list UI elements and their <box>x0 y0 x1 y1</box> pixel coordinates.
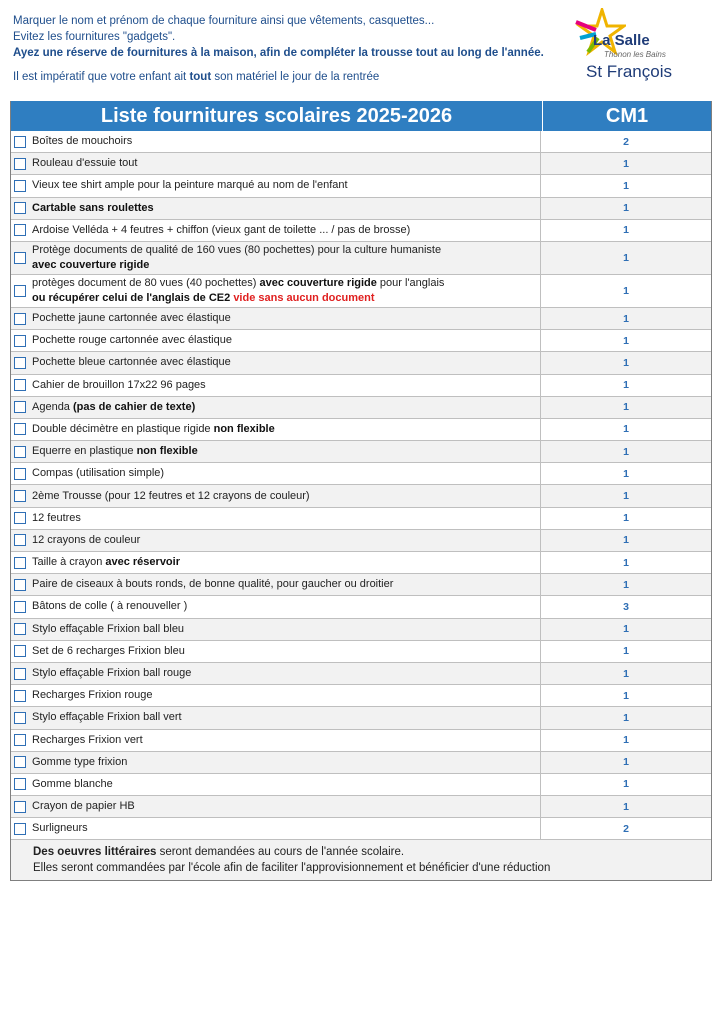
item-label-line <box>32 622 540 637</box>
item-label-line <box>32 311 540 326</box>
item-text: Gomme type frixion <box>32 755 128 768</box>
item-quantity: 1 <box>623 179 629 192</box>
supplies-list <box>11 131 711 840</box>
item-quantity: 1 <box>623 578 629 591</box>
item-label-line <box>32 378 540 393</box>
item-label-line <box>32 777 540 792</box>
item-text: Compas (utilisation simple) <box>32 467 165 480</box>
item-text: Bâtons de colle ( à renouveller ) <box>32 600 188 613</box>
item-text: Set de 6 recharges Frixion bleu <box>32 644 185 657</box>
checkbox[interactable] <box>14 357 26 369</box>
instruction-line: Il est impératif que votre enfant ait tout son matériel le jour de la rentrée <box>13 71 380 83</box>
table-row <box>11 220 711 242</box>
item-quantity: 3 <box>623 600 629 613</box>
item-label <box>32 574 541 595</box>
table-row <box>11 352 711 374</box>
checkbox[interactable] <box>14 623 26 635</box>
item-label-line <box>32 243 540 258</box>
checkbox[interactable] <box>14 202 26 214</box>
item-label <box>32 198 541 219</box>
item-label-line <box>32 276 540 291</box>
item-quantity: 1 <box>623 689 629 702</box>
supplies-table <box>10 101 712 881</box>
item-text: Cartable sans roulettes <box>32 201 154 214</box>
checkbox[interactable] <box>14 446 26 458</box>
item-text: Paire de ciseaux à bouts ronds, de bonne qualité, pour gaucher ou droitier <box>32 578 394 591</box>
item-label-line <box>32 666 540 681</box>
table-row <box>11 441 711 463</box>
item-text: Recharges Frixion vert <box>32 733 143 746</box>
checkbox[interactable] <box>14 579 26 591</box>
item-label-line <box>32 422 540 437</box>
checkbox[interactable] <box>14 690 26 702</box>
instruction-line: Marquer le nom et prénom de chaque fourniture ainsi que vêtements, casquettes... <box>13 15 435 27</box>
item-label <box>32 441 541 462</box>
item-text: Pochette jaune cartonnée avec élastique <box>32 312 231 325</box>
item-label-line <box>32 577 540 592</box>
checkbox[interactable] <box>14 468 26 480</box>
item-label-line <box>32 489 540 504</box>
checkbox[interactable] <box>14 512 26 524</box>
item-text: Agenda <box>32 400 73 413</box>
item-label-line <box>32 201 540 216</box>
item-label <box>32 619 541 640</box>
checkbox[interactable] <box>14 285 26 297</box>
checkbox[interactable] <box>14 756 26 768</box>
item-label <box>32 530 541 551</box>
item-label <box>32 774 541 795</box>
item-label-line <box>32 799 540 814</box>
item-text: Taille à crayon <box>32 556 106 569</box>
table-row <box>11 641 711 663</box>
checkbox[interactable] <box>14 335 26 347</box>
checkbox[interactable] <box>14 379 26 391</box>
item-quantity: 1 <box>623 334 629 347</box>
item-label <box>32 796 541 817</box>
checkbox[interactable] <box>14 158 26 170</box>
table-row <box>11 242 711 275</box>
item-text: Gomme blanche <box>32 777 113 790</box>
checkbox[interactable] <box>14 645 26 657</box>
item-quantity: 2 <box>623 135 629 148</box>
item-text: Boîtes de mouchoirs <box>32 135 133 148</box>
table-title: Liste fournitures scolaires 2025-2026 <box>11 101 543 131</box>
item-quantity: 1 <box>623 202 629 215</box>
item-label-line <box>32 688 540 703</box>
table-row <box>11 508 711 530</box>
table-header <box>11 101 711 131</box>
item-label-line <box>32 821 540 836</box>
item-text: avec couverture rigide <box>32 258 150 271</box>
item-quantity: 1 <box>623 379 629 392</box>
checkbox[interactable] <box>14 668 26 680</box>
item-label <box>32 485 541 506</box>
item-label <box>32 463 541 484</box>
item-label-line <box>32 355 540 370</box>
item-text: non flexible <box>136 445 198 458</box>
item-label-line <box>32 223 540 238</box>
table-row <box>11 308 711 330</box>
item-quantity: 1 <box>623 778 629 791</box>
item-text: Stylo effaçable Frixion ball bleu <box>32 622 185 635</box>
item-text: 12 crayons de couleur <box>32 533 141 546</box>
item-quantity: 1 <box>623 534 629 547</box>
table-row <box>11 530 711 552</box>
table-row <box>11 818 711 840</box>
item-quantity: 1 <box>623 157 629 170</box>
item-label-line <box>32 755 540 770</box>
item-quantity: 1 <box>623 667 629 680</box>
item-label <box>32 663 541 684</box>
item-label <box>32 730 541 751</box>
item-quantity: 1 <box>623 445 629 458</box>
logo-subtitle: Thonon les Bains <box>604 50 666 59</box>
table-row <box>11 198 711 220</box>
item-label <box>32 308 541 329</box>
table-row <box>11 330 711 352</box>
item-text: Equerre en plastique <box>32 445 137 458</box>
table-row <box>11 153 711 175</box>
item-text: Pochette rouge cartonnée avec élastique <box>32 334 232 347</box>
footer-line: Des oeuvres littéraires seront demandées au cours de l'année scolaire. <box>33 846 405 859</box>
item-text: Ardoise Velléda + 4 feutres + chiffon (vieux gant de toilette ... / pas de brosse) <box>32 223 411 236</box>
table-row <box>11 707 711 729</box>
table-row <box>11 275 711 308</box>
item-label-line <box>32 134 540 149</box>
checkbox[interactable] <box>14 224 26 236</box>
table-row <box>11 574 711 596</box>
item-label <box>32 375 541 396</box>
class-label: CM1 <box>605 104 649 127</box>
instructions <box>13 13 544 83</box>
item-label <box>32 707 541 728</box>
table-row <box>11 485 711 507</box>
table-row <box>11 752 711 774</box>
checkbox[interactable] <box>14 734 26 746</box>
checkbox[interactable] <box>14 313 26 325</box>
checkbox[interactable] <box>14 557 26 569</box>
item-quantity: 1 <box>623 423 629 436</box>
table-row <box>11 596 711 618</box>
item-label-line <box>32 333 540 348</box>
item-label <box>32 275 541 307</box>
item-text: Recharges Frixion rouge <box>32 689 153 702</box>
item-quantity: 1 <box>623 312 629 325</box>
item-label <box>32 818 541 839</box>
item-label <box>32 552 541 573</box>
checkbox[interactable] <box>14 490 26 502</box>
table-row <box>11 730 711 752</box>
checkbox[interactable] <box>14 823 26 835</box>
item-label <box>32 220 541 241</box>
item-label <box>32 508 541 529</box>
item-label <box>32 752 541 773</box>
checkbox[interactable] <box>14 801 26 813</box>
item-text: Vieux tee shirt ample pour la peinture marqué au nom de l'enfant <box>32 179 348 192</box>
item-text: avec réservoir <box>105 556 180 569</box>
item-text: Protège documents de qualité de 160 vues (80 pochettes) pour la culture humaniste <box>32 243 442 256</box>
table-row <box>11 397 711 419</box>
item-label-line <box>32 533 540 548</box>
table-row <box>11 619 711 641</box>
item-label-line <box>32 644 540 659</box>
item-quantity: 1 <box>623 800 629 813</box>
checkbox[interactable] <box>14 601 26 613</box>
item-quantity: 1 <box>623 490 629 503</box>
item-label-line <box>32 710 540 725</box>
item-quantity: 1 <box>623 623 629 636</box>
item-text: pour l'anglais <box>376 276 445 289</box>
item-label-line <box>32 258 540 273</box>
item-text: Cahier de brouillon 17x22 96 pages <box>32 378 206 391</box>
item-label-line <box>32 178 540 193</box>
table-row <box>11 419 711 441</box>
item-label <box>32 330 541 351</box>
item-text: 12 feutres <box>32 511 81 524</box>
table-row <box>11 375 711 397</box>
item-text: Crayon de papier HB <box>32 800 135 813</box>
item-label <box>32 419 541 440</box>
item-label <box>32 175 541 196</box>
checkbox[interactable] <box>14 252 26 264</box>
item-quantity: 1 <box>623 734 629 747</box>
table-row <box>11 175 711 197</box>
item-label <box>32 242 541 274</box>
item-text: Double décimètre en plastique rigide <box>32 422 214 435</box>
item-quantity: 1 <box>623 251 629 264</box>
item-text: 2ème Trousse (pour 12 feutres et 12 crayons de couleur) <box>32 489 310 502</box>
table-row <box>11 552 711 574</box>
item-label-line <box>32 599 540 614</box>
instruction-line: Evitez les fournitures "gadgets". <box>13 31 176 43</box>
item-label-line <box>32 291 540 306</box>
item-text: Stylo effaçable Frixion ball vert <box>32 711 182 724</box>
table-row <box>11 463 711 485</box>
item-text: Surligneurs <box>32 822 88 835</box>
item-quantity: 1 <box>623 756 629 769</box>
table-row <box>11 796 711 818</box>
item-quantity: 1 <box>623 401 629 414</box>
checkbox[interactable] <box>14 712 26 724</box>
table-row <box>11 774 711 796</box>
checkbox[interactable] <box>14 180 26 192</box>
item-label-line <box>32 466 540 481</box>
item-text: protèges document de 80 vues (40 pochettes) <box>32 276 260 289</box>
item-quantity: 1 <box>623 224 629 237</box>
logo-school: St François <box>586 62 672 81</box>
instruction-line-bold: Ayez une réserve de fournitures à la maison, afin de compléter la trousse tout au long de l'année. <box>13 47 544 59</box>
item-text: Pochette bleue cartonnée avec élastique <box>32 356 231 369</box>
item-label <box>32 153 541 174</box>
item-quantity: 1 <box>623 645 629 658</box>
checkbox[interactable] <box>14 534 26 546</box>
item-label-line <box>32 511 540 526</box>
item-quantity: 1 <box>623 711 629 724</box>
item-label <box>32 131 541 152</box>
checkbox[interactable] <box>14 778 26 790</box>
item-label <box>32 685 541 706</box>
item-label-line <box>32 444 540 459</box>
item-text: Rouleau d'essuie tout <box>32 157 138 170</box>
item-text: Stylo effaçable Frixion ball rouge <box>32 667 192 680</box>
item-label <box>32 352 541 373</box>
item-label-line <box>32 400 540 415</box>
table-row <box>11 131 711 153</box>
item-label <box>32 397 541 418</box>
item-quantity: 1 <box>623 356 629 369</box>
item-label <box>32 641 541 662</box>
footer-line: Elles seront commandées par l'école afin de faciliter l'approvisionnement et bénéficier d'une réduction <box>33 862 551 875</box>
checkbox[interactable] <box>14 423 26 435</box>
item-label-line <box>32 733 540 748</box>
table-row <box>11 685 711 707</box>
logo-name: La Salle <box>593 32 650 49</box>
item-label-line <box>32 555 540 570</box>
item-quantity: 1 <box>623 556 629 569</box>
item-quantity: 1 <box>623 512 629 525</box>
item-text: vide sans aucun document <box>233 291 375 304</box>
item-label <box>32 596 541 617</box>
item-quantity: 1 <box>623 467 629 480</box>
checkbox[interactable] <box>14 401 26 413</box>
item-text: non flexible <box>213 422 275 435</box>
item-text: avec couverture rigide <box>259 276 377 289</box>
item-text: (pas de cahier de texte) <box>72 400 196 413</box>
page-header <box>10 0 714 101</box>
item-label-line <box>32 156 540 171</box>
school-logo <box>566 8 696 90</box>
item-text: ou récupérer celui de l'anglais de CE2 <box>32 291 234 304</box>
footer-note <box>11 840 711 881</box>
checkbox[interactable] <box>14 136 26 148</box>
item-quantity: 2 <box>623 822 629 835</box>
item-quantity: 1 <box>623 284 629 297</box>
table-row <box>11 663 711 685</box>
